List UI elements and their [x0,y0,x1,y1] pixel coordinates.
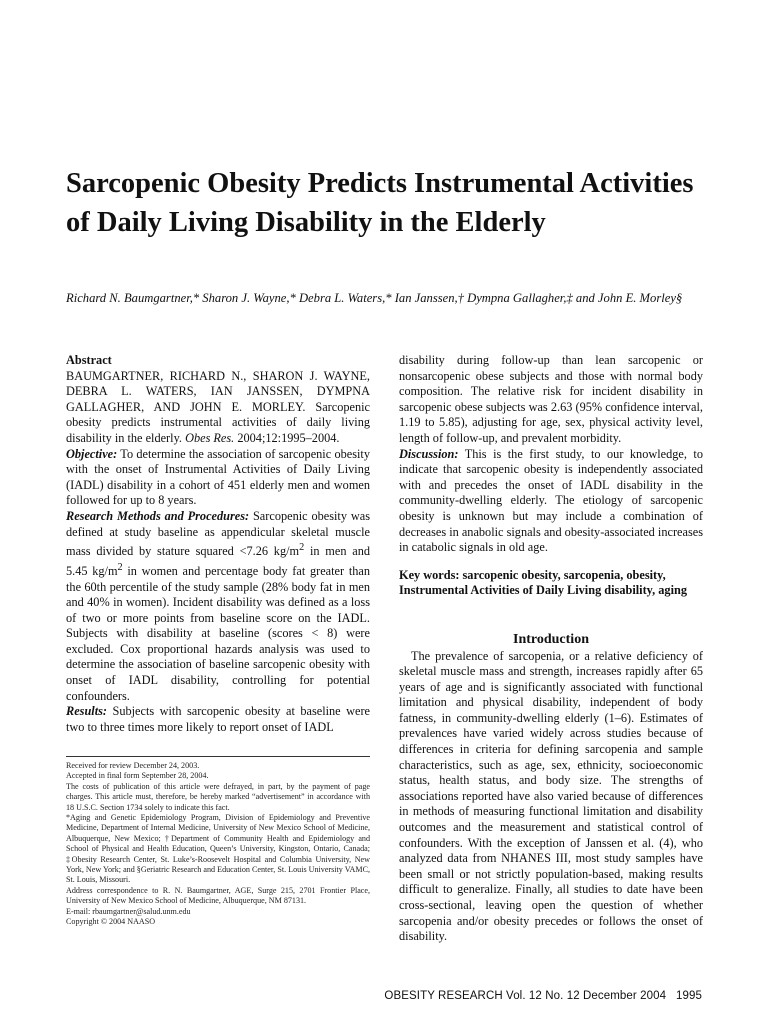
footnote-item: The costs of publication of this article were defrayed, in part, by the payment of page charges. This article must, therefore, be hereby marked “advertisement” in accordance with 18 U.S.C. Section 1734 solely to indicate this fact. [66,781,370,812]
objective-text: To determine the association of sarcopenic obesity with the onset of Instrumental Activities of Daily Living (IADL) disability in a cohort of 451 elderly men and women followed for up to 8 years. [66,446,370,508]
footnote-item: *Aging and Genetic Epidemiology Program, Division of Epidemiology and Preventive Medicine, Department of Internal Medicine, University of New Mexico School of Medicine, Albuquerque, New Mexico; †Department of Community Health and Epidemiology and School of Physical and Health Education, Queen’s University, Kingston, Ontario, Canada; ‡Obesity Research Center, St. Luke’s-Roosevelt Hospital and Columbia University, New York, New York; and §Geriatric Research and Education Center, St. Louis University VAMC, St. Louis, Missouri. [66,813,370,885]
methods-label: Research Methods and Procedures: [66,508,250,523]
abstract-results [66,704,370,735]
footer-journal: OBESITY RESEARCH Vol. 12 No. 12 December 2004 [384,990,667,1002]
footnote-item: Accepted in final form September 28, 2004. [66,771,209,781]
methods-text-a: Sarcopenic obesity was defined at study baseline as appendicular skeletal muscle mass divided by stature squared <7.26 kg/m [66,508,370,559]
abstract-citation [66,369,370,447]
footnotes [66,761,370,928]
introduction-body: The prevalence of sarcopenia, or a relative deficiency of skeletal muscle mass and strength, increases rapidly after 65 years of age and is significantly associated with functional limitation and physical disability, independent of body fatness, in community-dwelling elderly (1–6). Estimates of prevalences have varied widely across studies because of differences in criteria for defining sarcopenia and sample characteristics, such as age, sex, ethnicity, socioeconomic status, health status, and body size. The strengths of associations reported have also varied because of differences in methods of measuring functional limitation and disability outcomes and the measurement and statistical control of confounders. With the exception of Janssen et al. (4), who analyzed data from NHANES III, most study samples have been small or not strictly population-based, making results difficult to generalize. Finally, all studies to date have been cross-sectional, leaving open the question of whether sarcopenia and/or obesity precedes or follows the onset of disability. [399,648,703,944]
discussion-label: Discussion: [399,446,459,461]
citation-text: BAUMGARTNER, RICHARD N., SHARON J. WAYNE, DEBRA L. WATERS, IAN JANSSEN, DYMPNA GALLAGHER, AND JOHN E. MORLEY. Sarcopenic obesity predicts instrumental activities of daily living disability in the elderly. [66,368,370,445]
left-column [66,353,370,735]
objective-label: Objective: [66,446,118,461]
footnote-copyright: Copyright © 2004 NAASO [66,917,156,927]
abstract-objective [66,447,370,509]
discussion-text: This is the first study, to our knowledge, to indicate that sarcopenic obesity is independently associated with and precedes the onset of IADL disability in the community-dwelling elderly. The etiology of sarcopenic obesity is unknown but may include a combination of decreases in anabolic signals and obesity-associated increases in catabolic signals in old age. [399,446,703,555]
keywords: Key words: sarcopenic obesity, sarcopenia, obesity, Instrumental Activities of Daily Living disability, aging [399,567,687,598]
methods-text-b: in men and 5.45 kg/m [66,544,370,578]
results-label: Results: [66,704,107,719]
introduction-heading: Introduction [513,631,589,647]
footnote-divider [66,756,370,757]
journal-abbrev: Obes Res. [185,430,235,445]
results-text-left: Subjects with sarcopenic obesity at baseline were two to three times more likely to report onset of IADL [66,704,370,734]
footnote-email: E-mail: rbaumgartner@salud.unm.edu [66,906,191,916]
methods-superscript-2: 2 [117,561,123,573]
abstract-heading: Abstract [66,353,112,367]
results-continued: disability during follow-up than lean sarcopenic or nonsarcopenic obese subjects and those with normal body composition. The relative risk for incident disability in sarcopenic obese subjects was 2.63 (95% confidence interval, 1.19 to 5.85), adjusting for age, sex, physical activity level, length of follow-up, and prevalent morbidity. [399,353,703,445]
page-number: 1995 [676,990,702,1002]
footnote-item: Address correspondence to R. N. Baumgartner, AGE, Surge 215, 2701 Frontier Place, University of New Mexico School of Medicine, Albuquerque, NM 87131. [66,885,370,906]
methods-text-c: in women and percentage body fat greater than the 60th percentile of the study sample (28% body fat in men and 40% in women). Incident disability was defined as a loss of two or more points from baseline score on the IADL. Subjects with disability at baseline (scores < 8) were excluded. Cox proportional hazards analysis was used to determine the association of baseline sarcopenic obesity with onset of IADL disability, controlling for potential confounders. [66,563,370,703]
article-title: Sarcopenic Obesity Predicts Instrumental Activities of Daily Living Disability in the Elderly [66,168,694,238]
methods-superscript-1: 2 [299,542,305,554]
right-column [399,353,703,945]
page-footer [384,990,702,1002]
journal-ref: 2004;12:1995–2004. [237,430,340,445]
footnote-item: Received for review December 24, 2003. [66,761,200,770]
abstract-discussion [399,447,703,556]
author-list: Richard N. Baumgartner,* Sharon J. Wayne,* Debra L. Waters,* Ian Janssen,† Dympna Gallagher,‡ and John E. Morley§ [66,291,683,305]
abstract-methods [66,509,370,704]
